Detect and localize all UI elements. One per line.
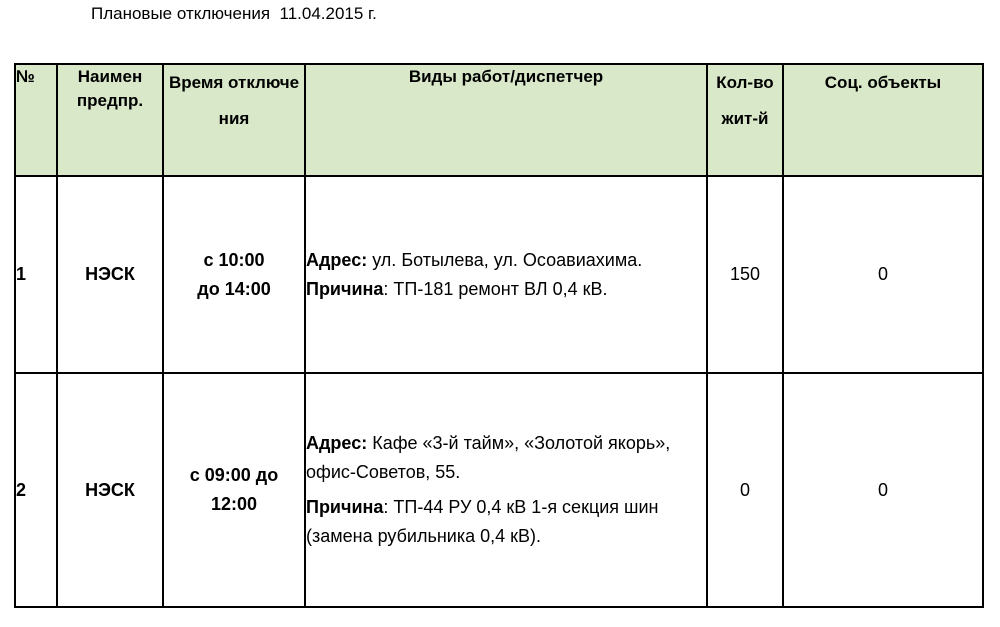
time-from: с 09:00 до — [189, 465, 279, 486]
row-work-details — [305, 176, 707, 373]
address-text: Кафе «3-й тайм», «Золотой якорь», офис-Советов, 55. — [306, 433, 671, 483]
table-header-row — [15, 64, 983, 176]
reason-text: : ТП-44 РУ 0,4 кВ 1-я секция шин (замена рубильника 0,4 кВ). — [306, 497, 659, 546]
address-line — [306, 246, 706, 275]
header-organization: Наимен предпр. — [57, 64, 163, 176]
row-outage-time — [163, 373, 305, 607]
reason-label: Причина — [306, 497, 384, 517]
address-line — [306, 429, 706, 487]
table-row — [15, 176, 983, 373]
row-social-objects: 0 — [783, 373, 983, 607]
reason-line — [306, 493, 706, 551]
time-from: с 10:00 — [203, 249, 265, 270]
row-outage-time — [163, 176, 305, 373]
address-label: Адрес: — [306, 249, 368, 270]
header-social-objects: Соц. объекты — [783, 64, 983, 176]
table-row — [15, 373, 983, 607]
row-social-objects: 0 — [783, 176, 983, 373]
time-to: 12:00 — [210, 494, 258, 514]
header-work-types: Виды работ/диспетчер — [305, 64, 707, 176]
header-residents-count: Кол-во жит-й — [707, 64, 783, 176]
row-number: 2 — [15, 373, 57, 607]
row-organization: НЭСК — [57, 176, 163, 373]
row-residents-count: 0 — [707, 373, 783, 607]
time-to: до 14:00 — [197, 278, 271, 299]
outage-table — [14, 63, 984, 608]
reason-line — [306, 275, 706, 304]
row-residents-count: 150 — [707, 176, 783, 373]
row-number: 1 — [15, 176, 57, 373]
reason-text: : ТП-181 ремонт ВЛ 0,4 кВ. — [383, 278, 608, 299]
header-outage-time: Время отключе ния — [163, 64, 305, 176]
header-number: № — [15, 64, 57, 176]
row-organization: НЭСК — [57, 373, 163, 607]
row-work-details — [305, 373, 707, 607]
reason-label: Причина — [306, 278, 384, 299]
address-label: Адрес: — [306, 433, 368, 454]
page-title: Плановые отключения 11.04.2015 г. — [91, 4, 377, 23]
address-text: ул. Ботылева, ул. Осоавиахима. — [367, 249, 643, 270]
